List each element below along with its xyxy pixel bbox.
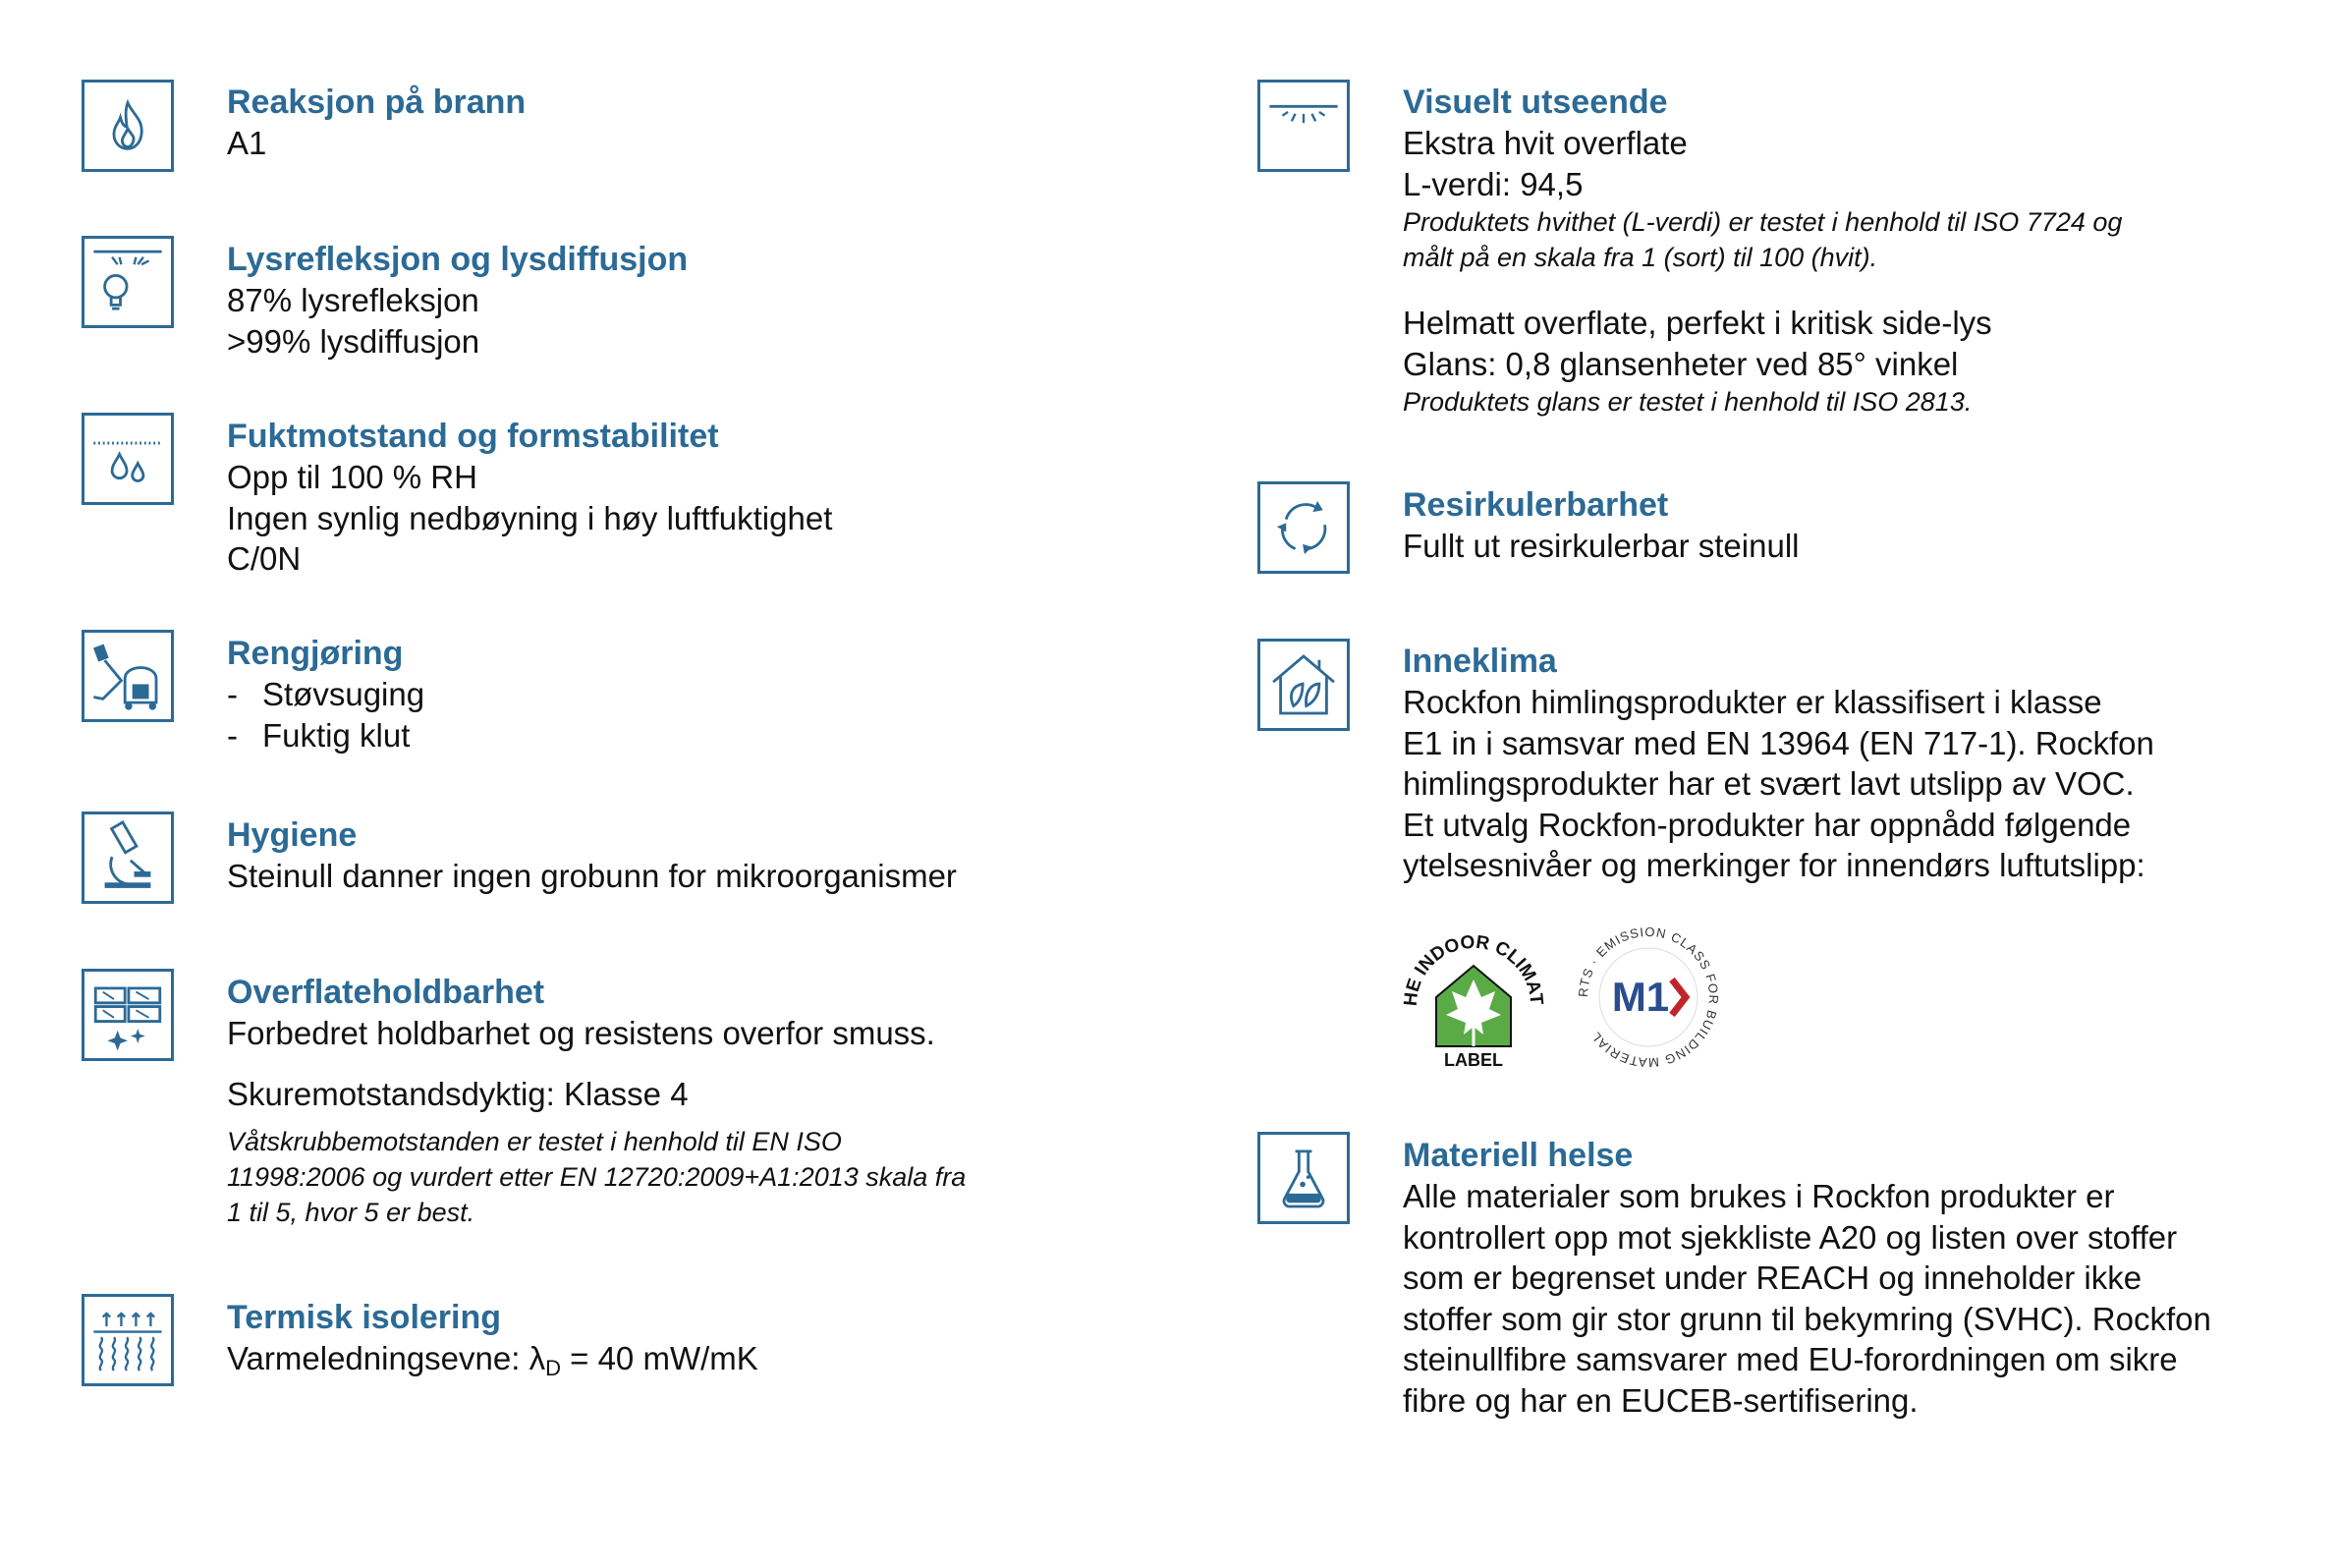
fire-title: Reaksjon på brann	[227, 84, 527, 121]
durability-line-2: Skuremotstandsdyktig: Klasse 4	[227, 1075, 689, 1112]
m1-emission-class-logo	[1570, 919, 1727, 1076]
moisture-text	[227, 416, 832, 580]
material-line-5: steinullfibre samsvarer med EU-forordningen om sikre	[1403, 1341, 2178, 1377]
indoor-line-4: Et utvalg Rockfon-produkter har oppnådd følgende	[1403, 806, 2132, 843]
recycle-line: Fullt ut resirkulerbar steinull	[1403, 528, 1800, 564]
moisture-line-2: Ingen synlig nedbøyning i høy luftfuktighet	[227, 499, 833, 536]
light-line-1: 87% lysrefleksjon	[227, 282, 479, 318]
microscope-icon	[82, 812, 174, 904]
material-line-2: kontrollert opp mot sjekkliste A20 og listen over stoffer	[1403, 1218, 2178, 1256]
material-line-1: Alle materialer som brukes i Rockfon produkter er	[1403, 1178, 2115, 1214]
indoor-climate-label-logo	[1395, 919, 1552, 1076]
svg-text:RTS · EMISSION CLASS FOR BUILD: RTS · EMISSION CLASS FOR BUILDING MATERIAL	[1575, 924, 1722, 1071]
material-line-4: stoffer som gir stor grunn til bekymring (SVHC). Rockfon	[1403, 1300, 2211, 1337]
indoor-text	[1403, 641, 2154, 886]
thermal-text	[227, 1297, 758, 1379]
durability-text	[227, 972, 966, 1230]
durability-title: Overflateholdbarhet	[227, 974, 545, 1011]
durability-note-1: Våtskrubbemotstanden er testet i henhold til EN ISO	[227, 1127, 842, 1156]
flask-icon	[1257, 1132, 1350, 1224]
visual-note-3: Produktets glans er testet i henhold til ISO 2813.	[1403, 387, 1973, 417]
vacuum-cleaner-icon	[82, 630, 174, 722]
durability-note-3: 1 til 5, hvor 5 er best.	[227, 1198, 475, 1227]
indoor-title: Inneklima	[1403, 643, 1557, 680]
recycle-text	[1403, 484, 1799, 567]
moisture-line-1: Opp til 100 % RH	[227, 459, 477, 495]
visual-title: Visuelt utseende	[1403, 84, 1668, 121]
fire-line: A1	[227, 125, 267, 161]
material-line-6: fibre og har en EUCEB-sertifisering.	[1403, 1381, 1919, 1419]
indoor-line-1: Rockfon himlingsprodukter er klassifisert i klasse	[1403, 684, 2102, 720]
durability-line-1: Forbedret holdbarhet og resistens overfor smuss.	[227, 1015, 935, 1051]
panels-sparkle-icon	[82, 969, 174, 1061]
material-line-3: som er begrenset under REACH og inneholder ikke	[1403, 1260, 2143, 1296]
moisture-line-3: C/0N	[227, 540, 302, 577]
heat-waves-icon	[82, 1294, 174, 1386]
light-bulb-icon	[82, 236, 174, 328]
cleaning-title: Rengjøring	[227, 635, 404, 672]
thermal-line: Varmeledningsevne: $\lambda_D = 40$ mW/mK	[227, 1340, 758, 1380]
visual-line-1: Ekstra hvit overflate	[1403, 125, 1688, 161]
light-text	[227, 239, 688, 362]
indoor-line-3: himlingsprodukter har et svært lavt utslipp av VOC.	[1403, 765, 2135, 802]
visual-line-3: Helmatt overflate, perfekt i kritisk side-lys	[1403, 305, 1992, 341]
moisture-title: Fuktmotstand og formstabilitet	[227, 418, 719, 455]
flame-icon	[82, 80, 174, 172]
visual-line-4: Glans: 0,8 glansenheter ved 85° vinkel	[1403, 345, 1959, 382]
ceiling-light-icon	[1257, 80, 1350, 172]
visual-note-2: målt på en skala fra 1 (sort) til 100 (hvit).	[1403, 243, 1878, 272]
fire-text	[227, 82, 526, 164]
visual-line-2: L-verdi: 94,5	[1403, 165, 1584, 202]
indoor-line-5: ytelsesnivåer og merkinger for innendørs luftutslipp:	[1403, 847, 2145, 883]
visual-text	[1403, 82, 2122, 420]
light-line-2: >99% lysdiffusjon	[227, 322, 480, 360]
hygiene-line: Steinull danner ingen grobunn for mikroorganismer	[227, 858, 957, 894]
light-title: Lysrefleksjon og lysdiffusjon	[227, 241, 689, 278]
thermal-title: Termisk isolering	[227, 1299, 502, 1336]
material-title: Materiell helse	[1403, 1137, 1634, 1174]
cleaning-text	[227, 633, 424, 756]
recycle-arrows-icon	[1257, 481, 1350, 574]
svg-text:THE INDOOR CLIMATE: HE INDOOR CLIMAT	[1400, 931, 1547, 1007]
recycle-title: Resirkulerbarhet	[1403, 486, 1669, 524]
cleaning-bullet-1: - Støvsuging	[227, 676, 425, 712]
cleaning-bullet-2: - Fuktig klut	[227, 716, 411, 754]
water-drops-icon	[82, 413, 174, 505]
svg-text:M1: M1	[1611, 974, 1670, 1020]
hygiene-text	[227, 814, 957, 897]
svg-text:LABEL: LABEL	[1444, 1050, 1503, 1070]
visual-note-1: Produktets hvithet (L-verdi) er testet i henhold til ISO 7724 og	[1403, 207, 2123, 237]
durability-note-2: 11998:2006 og vurdert etter EN 12720:2009+A1:2013 skala fra	[227, 1162, 967, 1192]
indoor-line-2: E1 in i samsvar med EN 13964 (EN 717-1). Rockfon	[1403, 724, 2154, 761]
material-text	[1403, 1135, 2211, 1421]
house-leaf-icon	[1257, 639, 1350, 731]
hygiene-title: Hygiene	[227, 816, 358, 854]
